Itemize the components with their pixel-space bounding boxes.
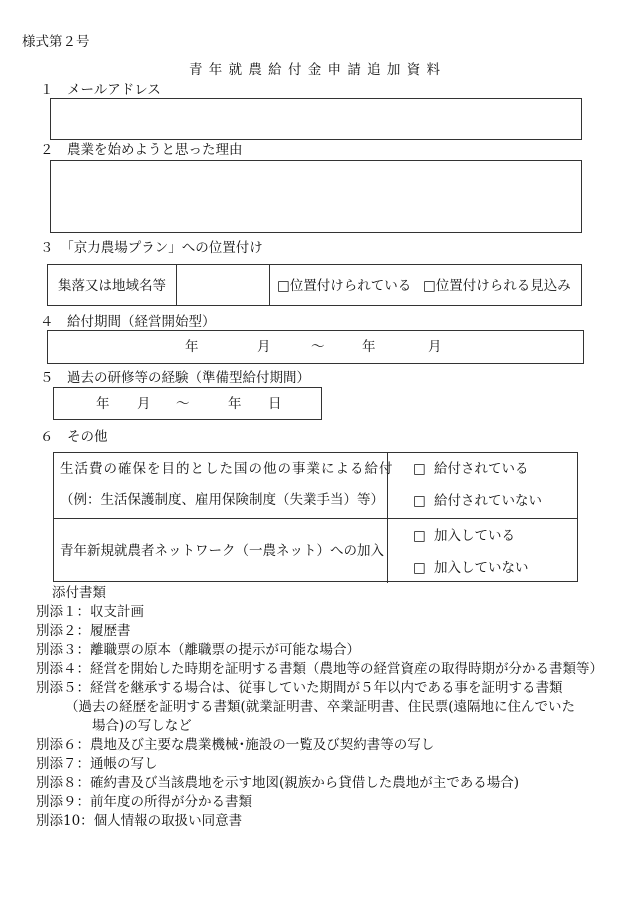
period-end-month: 月 bbox=[428, 339, 442, 355]
training-start-month: 月 bbox=[137, 396, 151, 412]
question-cell bbox=[54, 519, 387, 583]
table-row bbox=[54, 518, 577, 583]
checkbox[interactable]: □ bbox=[423, 278, 436, 294]
attachment-label: 別添５： bbox=[36, 680, 90, 696]
plan-option-label: 位置付けられる見込み bbox=[435, 278, 571, 294]
attachment-text: 離職票の原本（離職票の提示が可能な場合） bbox=[90, 642, 360, 658]
question-text: 生活費の確保を目的とした国の他の事業による給付 bbox=[60, 461, 394, 477]
area-label-cell bbox=[48, 265, 176, 305]
section-email-heading: １ メールアドレス bbox=[40, 82, 161, 98]
other-table bbox=[53, 452, 578, 582]
list-item bbox=[36, 603, 626, 622]
checkbox[interactable]: □ bbox=[413, 493, 426, 509]
training-start-year: 年 bbox=[96, 396, 110, 412]
checkbox[interactable]: □ bbox=[413, 560, 426, 576]
attachment-text: 通帳の写し bbox=[90, 756, 158, 772]
period-separator: 〜 bbox=[311, 339, 325, 355]
reason-field[interactable] bbox=[50, 160, 582, 233]
form-title: 青 年 就 農 給 付 金 申 請 追 加 資 料 bbox=[189, 62, 441, 78]
section-period-heading: ４ 給付期間（経営開始型） bbox=[40, 314, 216, 330]
list-item bbox=[36, 641, 626, 660]
list-item-continuation: （過去の経歴を証明する書類(就業証明書、卒業証明書、住民票(遠隔地に住んでいた bbox=[65, 699, 576, 715]
checkbox[interactable]: □ bbox=[413, 528, 426, 544]
period-start-year: 年 bbox=[185, 339, 199, 355]
plan-options-cell bbox=[269, 265, 581, 305]
attachment-text: 確約書及び当該農地を示す地図(親族から貸借した農地が主である場合) bbox=[90, 775, 520, 791]
answer-cell bbox=[387, 519, 577, 583]
question-example: （例：生活保護制度、雇用保険制度（失業手当）等） bbox=[60, 492, 384, 508]
attachment-label: 別添９： bbox=[36, 794, 90, 810]
plan-table bbox=[47, 264, 582, 306]
period-end-year: 年 bbox=[362, 339, 376, 355]
attachment-text: 履歴書 bbox=[90, 623, 131, 639]
attachment-label: 別添４： bbox=[36, 661, 90, 677]
option-label: 給付されている bbox=[434, 461, 529, 477]
email-field[interactable] bbox=[50, 98, 582, 140]
option-label: 加入している bbox=[434, 528, 515, 544]
area-name-field[interactable] bbox=[176, 265, 269, 305]
attachment-text: 前年度の所得が分かる書類 bbox=[90, 794, 252, 810]
period-start-month: 月 bbox=[257, 339, 271, 355]
attachment-label: 別添３： bbox=[36, 642, 90, 658]
period-field[interactable] bbox=[47, 330, 584, 364]
attachment-text: 経営を継承する場合は、従事していた期間が５年以内である事を証明する書類 bbox=[90, 680, 563, 696]
attachment-text: 収支計画 bbox=[90, 604, 144, 620]
training-end-year: 年 bbox=[228, 396, 242, 412]
option-label: 給付されていない bbox=[434, 493, 542, 509]
attachment-label: 別添２： bbox=[36, 623, 90, 639]
section-plan-heading: ３ 「京力農場プラン」への位置付け bbox=[40, 240, 263, 256]
training-field[interactable] bbox=[53, 387, 322, 420]
option-label: 加入していない bbox=[434, 560, 529, 576]
list-item bbox=[36, 774, 626, 793]
attachment-label: 別添７： bbox=[36, 756, 90, 772]
list-item-continuation: 場合)の写しなど bbox=[92, 718, 192, 734]
plan-option-positioned[interactable] bbox=[277, 277, 411, 295]
attachment-text: 経営を開始した時期を証明する書類（農地等の経営資産の取得時期が分かる書類等） bbox=[90, 661, 603, 677]
training-separator: 〜 bbox=[176, 396, 190, 412]
section-training-heading: ５ 過去の研修等の経験（準備型給付期間） bbox=[40, 370, 310, 386]
answer-cell bbox=[387, 453, 577, 518]
attachment-label: 別添10： bbox=[36, 813, 94, 829]
attachment-label: 別添６： bbox=[36, 737, 90, 753]
list-item bbox=[36, 660, 626, 679]
attachment-text: 農地及び主要な農業機械･施設の一覧及び契約書等の写し bbox=[90, 737, 435, 753]
area-label: 集落又は地域名等 bbox=[58, 278, 166, 294]
attachments-list bbox=[36, 603, 626, 831]
plan-option-expected[interactable] bbox=[423, 277, 571, 295]
list-item bbox=[36, 736, 626, 755]
list-item bbox=[36, 812, 626, 831]
table-row bbox=[54, 453, 577, 518]
checkbox[interactable]: □ bbox=[413, 461, 426, 477]
list-item bbox=[36, 622, 626, 641]
attachment-label: 別添８： bbox=[36, 775, 90, 791]
attachments-heading: 添付書類 bbox=[52, 585, 106, 601]
section-other-heading: ６ その他 bbox=[40, 429, 108, 445]
list-item bbox=[36, 679, 626, 698]
plan-option-label: 位置付けられている bbox=[289, 278, 412, 294]
question-text: 青年新規就農者ネットワーク（一農ネット）への加入 bbox=[60, 543, 384, 559]
list-item bbox=[36, 755, 626, 774]
question-cell bbox=[54, 453, 394, 518]
form-number: 様式第２号 bbox=[22, 34, 90, 50]
training-end-day: 日 bbox=[268, 396, 282, 412]
attachment-label: 別添１： bbox=[36, 604, 90, 620]
list-item bbox=[36, 793, 626, 812]
section-reason-heading: ２ 農業を始めようと思った理由 bbox=[40, 142, 243, 158]
checkbox[interactable]: □ bbox=[277, 278, 290, 294]
attachment-text: 個人情報の取扱い同意書 bbox=[93, 813, 243, 829]
